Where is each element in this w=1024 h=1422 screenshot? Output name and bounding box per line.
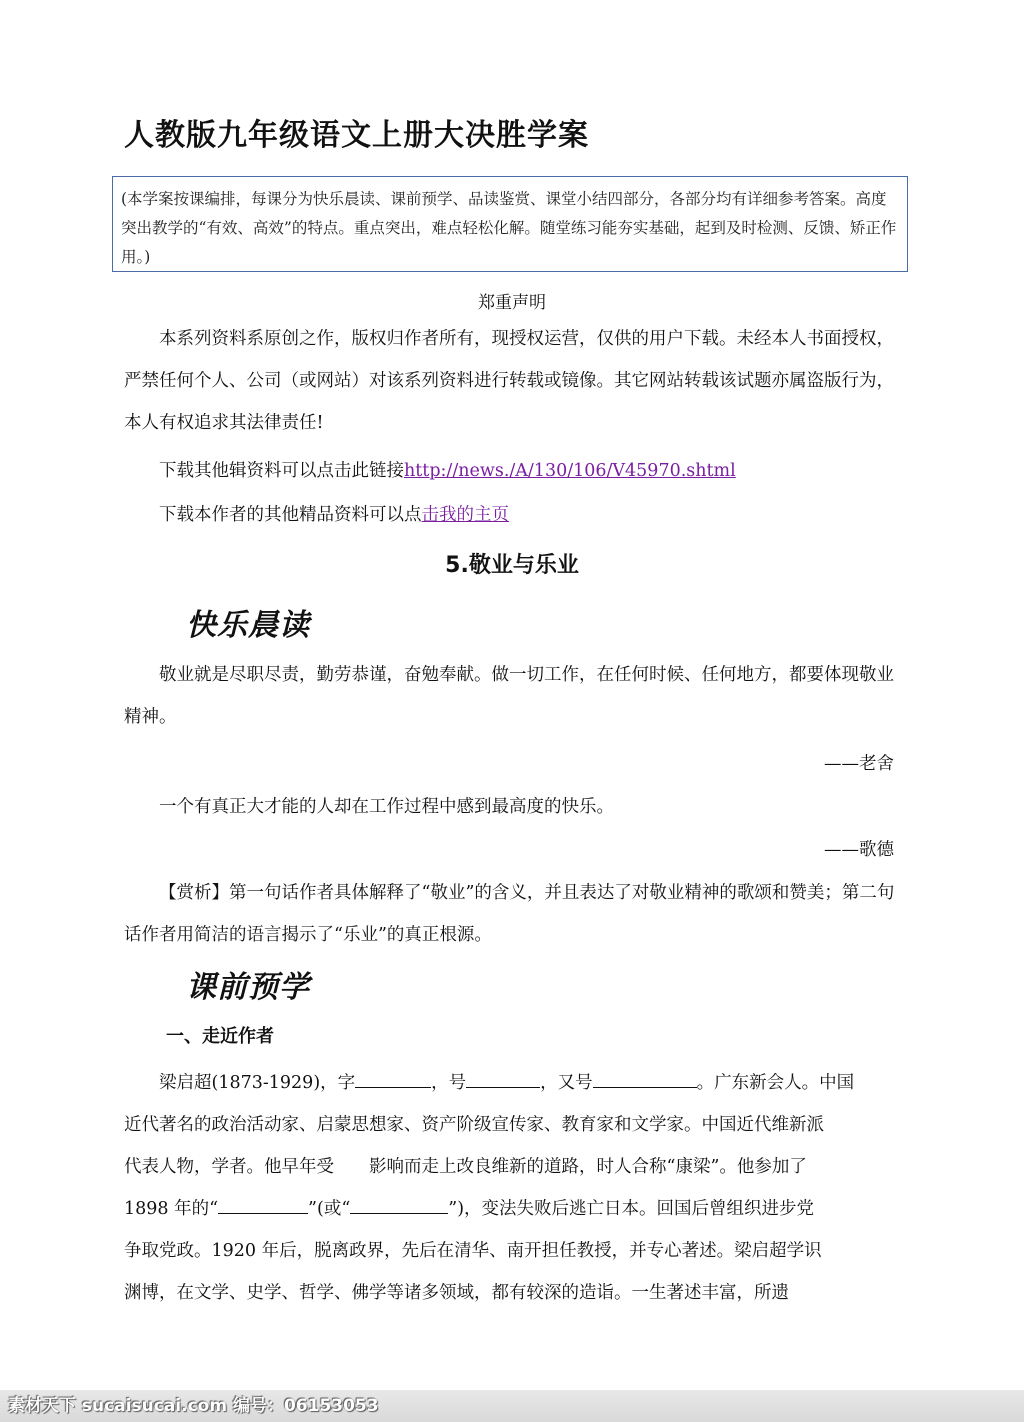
blank-reform-alt-name[interactable]	[350, 1196, 448, 1215]
blank-art-name[interactable]	[466, 1070, 540, 1089]
author-intro-line-2: 近代著名的政治活动家、启蒙思想家、资产阶级宣传家、教育家和文学家。中国近代维新派	[124, 1115, 824, 1135]
author-intro-text-b: ，号	[431, 1073, 467, 1093]
declaration-body: 本系列资料系原创之作，版权归作者所有，现授权运营，仅供的用户下载。未经本人书面授权，严禁任何个人、公司（或网站）对该系列资料进行转载或镜像。其它网站转载该试题亦属盗版行为，本人有权追求其法律责任!	[124, 329, 894, 433]
author-intro-text-g: ”)，变法失败后逃亡日本。回国后曾组织进步党	[448, 1199, 815, 1219]
quote-laoshe: 敬业就是尽职尽责，勤劳恭谨，奋勉奉献。做一切工作，在任何时候、任何地方，都要体现敬业精神。	[124, 665, 894, 727]
blank-alt-art-name[interactable]	[593, 1070, 697, 1089]
intro-note-text: (本学案按课编排，每课分为快乐晨读、课前预学、品读鉴赏、课堂小结四部分，各部分均有详细参考答案。高度突出教学的“有效、高效”的特点。重点突出，难点轻松化解。随堂练习能夯实基础，起到及时检测、反馈、矫正作用。)	[121, 190, 897, 266]
author-intro-line-6: 渊博，在文学、史学、哲学、佛学等诸多领域，都有较深的造诣。一生著述丰富，所遗	[124, 1283, 789, 1303]
author-intro-text-d: 。广东新会人。中国	[696, 1073, 855, 1093]
declaration-title: 郑重声明	[478, 293, 546, 313]
author-intro-text-e: 1898 年的“	[124, 1199, 219, 1219]
intro-note-box	[112, 176, 908, 272]
document-title: 人教版九年级语文上册大决胜学案	[124, 118, 589, 153]
author-intro-line-3: 代表人物，学者。他早年受 影响而走上改良维新的道路，时人合称“康梁”。他参加了	[124, 1157, 807, 1177]
author-line	[124, 494, 509, 536]
blank-courtesy-name[interactable]	[355, 1070, 431, 1089]
watermark-banner: 素材天下 sucaisucai.com 编号：06153053	[0, 1390, 1024, 1422]
blank-reform-name[interactable]	[218, 1196, 308, 1215]
author-intro-text-f: ”(或“	[308, 1199, 351, 1219]
author-intro-line-1	[124, 1062, 854, 1104]
download-link[interactable]: http://news./A/130/106/V45970.shtml	[404, 461, 736, 481]
author-intro-line-5: 争取党政。1920 年后，脱离政界，先后在清华、南开担任教授，并专心著述。梁启超学识	[124, 1241, 822, 1261]
section-heading-morning-reading: 快乐晨读	[186, 608, 310, 643]
download-line	[124, 450, 736, 492]
quote-goethe-attribution: ——歌德	[824, 840, 894, 860]
quote-goethe: 一个有真正大才能的人却在工作过程中感到最高度的快乐。	[159, 797, 614, 817]
author-text: 下载本作者的其他精品资料可以点	[159, 505, 422, 525]
download-text: 下载其他辑资料可以点击此链接	[159, 461, 404, 481]
section-heading-preview: 课前预学	[186, 970, 310, 1005]
author-intro-text-a: 梁启超(1873-1929)，字	[159, 1073, 356, 1093]
author-intro-text-c: ，又号	[540, 1073, 593, 1093]
subheading-author: 一、走近作者	[166, 1026, 274, 1047]
lesson-title: 5.敬业与乐业	[445, 553, 579, 578]
author-intro-line-4	[124, 1188, 814, 1230]
quote-laoshe-attribution: ——老舍	[824, 754, 894, 774]
analysis-paragraph: 【赏析】第一句话作者具体解释了“敬业”的含义，并且表达了对敬业精神的歌颂和赞美；第二句话作者用简洁的语言揭示了“乐业”的真正根源。	[124, 883, 895, 945]
author-homepage-link[interactable]: 击我的主页	[421, 505, 509, 525]
